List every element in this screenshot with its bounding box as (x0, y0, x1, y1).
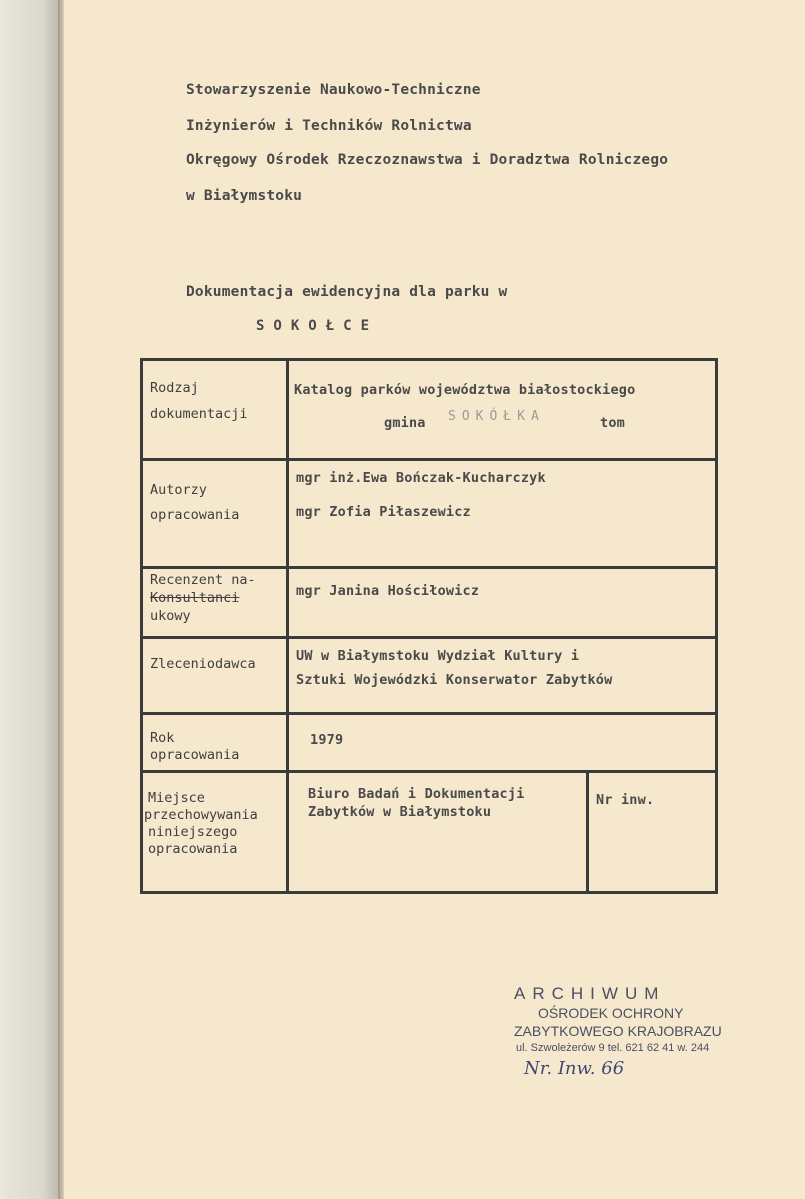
recenzent-label-1: Recenzent na- (150, 572, 256, 588)
stamp-archiwum: ARCHIWUM (514, 984, 666, 1003)
table-border-bottom (140, 891, 718, 894)
table-border-left (140, 358, 143, 894)
header-line-2: Inżynierów i Techników Rolnictwa (186, 118, 472, 134)
left-binding-strip (0, 0, 60, 1199)
header-line-1: Stowarzyszenie Naukowo-Techniczne (186, 82, 481, 98)
miejsce-label-3: niniejszego (148, 824, 238, 840)
rok-label-2: opracowania (150, 747, 240, 763)
row-divider (140, 636, 718, 639)
miejsce-label-4: opracowania (148, 841, 238, 857)
rok-label-1: Rok (150, 730, 175, 746)
miejsce-value-2: Zabytków w Białymstoku (308, 804, 492, 820)
stamp-address: ul. Szwoleżerów 9 tel. 621 62 41 w. 244 (516, 1042, 710, 1054)
miejsce-label-2: przechowywania (144, 807, 258, 823)
recenzent-value: mgr Janina Hościłowicz (296, 583, 480, 599)
document-title: Dokumentacja ewidencyjna dla parku w (186, 284, 508, 300)
row-divider (140, 712, 718, 715)
autor-2: mgr Zofia Piłaszewicz (296, 504, 471, 520)
row-divider (140, 770, 718, 773)
place-name: SOKOŁCE (256, 318, 379, 334)
rodzaj-label-2: dokumentacji (150, 406, 248, 422)
konsultanci-struck-label: Konsultanci (150, 590, 240, 606)
rok-value: 1979 (310, 732, 344, 748)
miejsce-value-1: Biuro Badań i Dokumentacji (308, 786, 525, 802)
recenzent-label-2: ukowy (150, 608, 191, 624)
autorzy-label-1: Autorzy (150, 482, 207, 498)
column-divider (286, 358, 289, 894)
nr-inw-label: Nr inw. (596, 792, 655, 808)
row-divider (140, 458, 718, 461)
header-line-3: Okręgowy Ośrodek Rzeczoznawstwa i Doradztwa Rolniczego (186, 152, 669, 168)
zleceniodawca-value-2: Sztuki Wojewódzki Konserwator Zabytków (296, 672, 613, 688)
table-border-right (715, 358, 718, 894)
row-divider (140, 566, 718, 569)
gmina-label: gmina (384, 415, 426, 431)
zleceniodawca-value-1: UW w Białymstoku Wydział Kultury i (296, 648, 580, 664)
zleceniodawca-label: Zleceniodawca (150, 656, 256, 672)
table-border-top (140, 358, 718, 361)
miejsce-label-1: Miejsce (148, 790, 205, 806)
autorzy-label-2: opracowania (150, 507, 240, 523)
stamp-line-3: ZABYTKOWEGO KRAJOBRAZU (514, 1023, 722, 1039)
nr-inw-divider (586, 770, 589, 892)
handwritten-inventory-note: Nr. Inw. 66 (524, 1058, 625, 1079)
documentation-table (140, 358, 718, 894)
gmina-value: SOKÓŁKA (448, 409, 545, 424)
autor-1: mgr inż.Ewa Bończak-Kucharczyk (296, 470, 546, 486)
header-line-4: w Białymstoku (186, 188, 303, 204)
rodzaj-value: Katalog parków województwa białostockiego (294, 382, 636, 398)
stamp-line-2: OŚRODEK OCHRONY (538, 1005, 684, 1021)
rodzaj-label-1: Rodzaj (150, 380, 199, 396)
tom-label: tom (600, 415, 625, 431)
